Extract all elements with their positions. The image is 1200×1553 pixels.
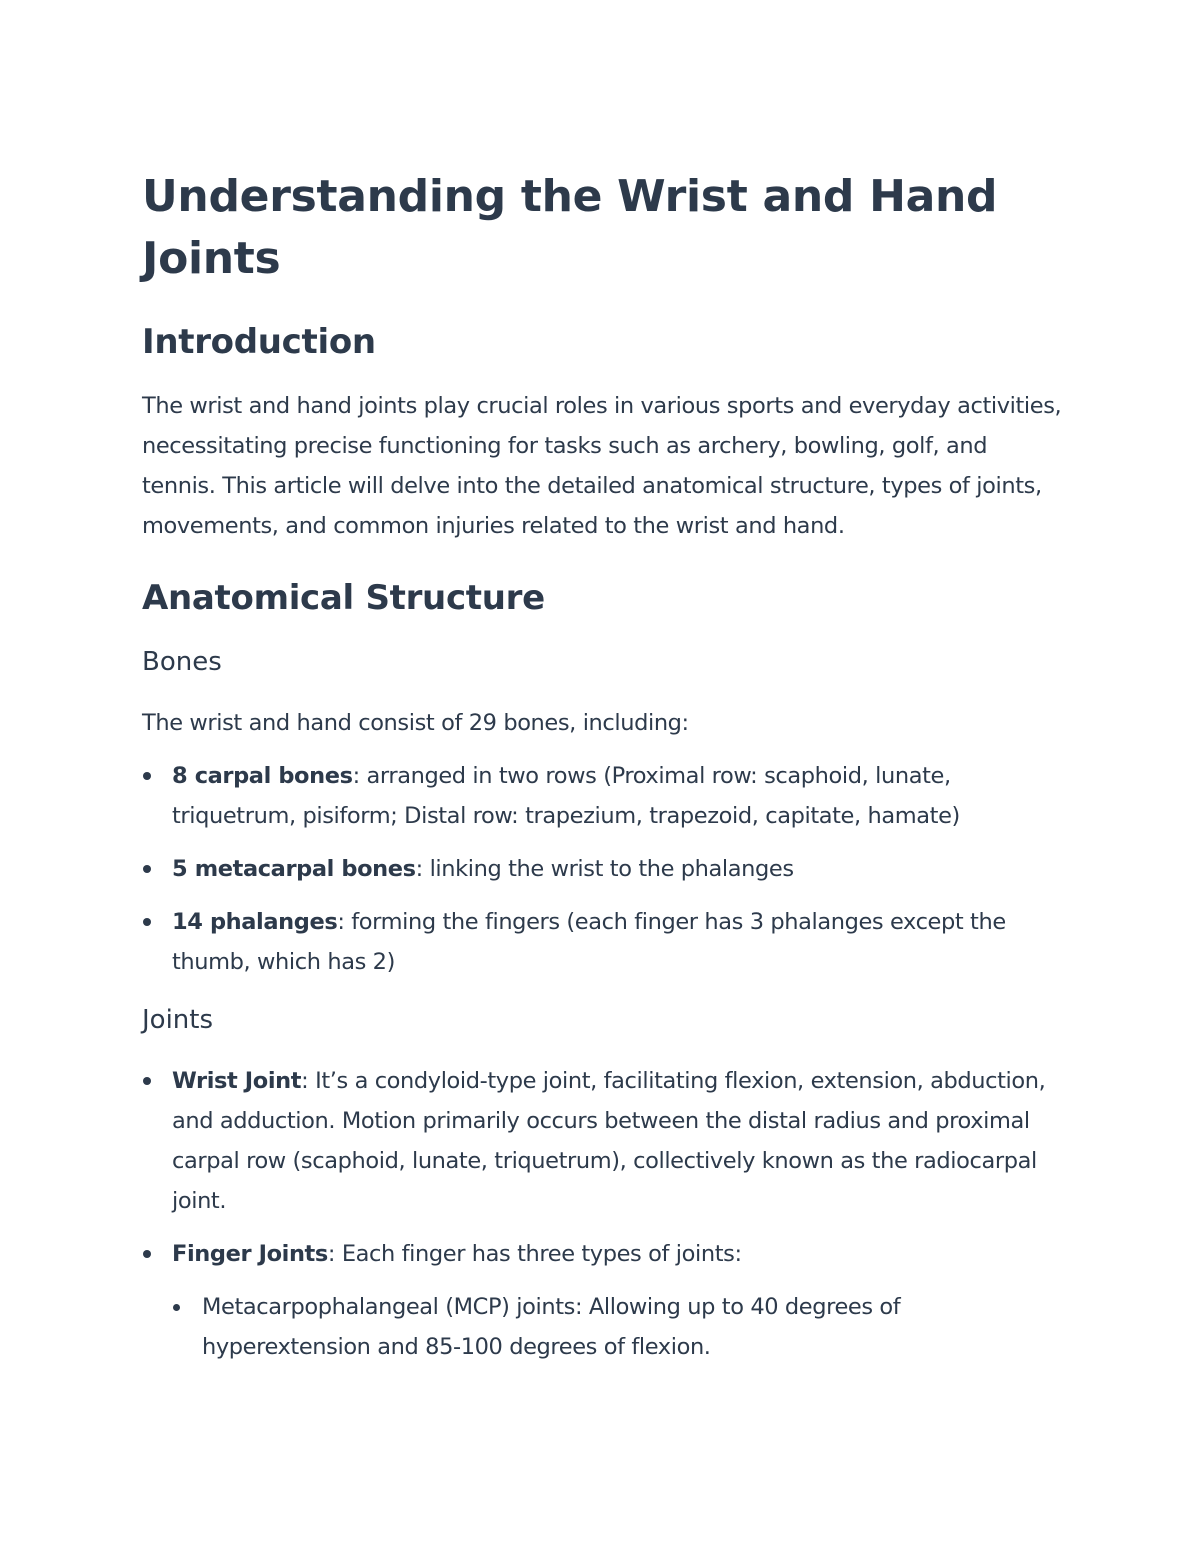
list-item-term: Wrist Joint (172, 1068, 302, 1094)
bones-list (142, 756, 1062, 982)
bones-heading: Bones (142, 647, 222, 677)
list-item (142, 756, 1062, 836)
bullet-icon (173, 1304, 180, 1311)
sub-list-item-text: Metacarpophalangeal (MCP) joints: Allowing up to 40 degrees of hyperextension and 85-100 degrees of flexion. (202, 1294, 901, 1360)
list-item-term: 5 metacarpal bones (172, 856, 416, 882)
list-item-separator: : (301, 1068, 316, 1094)
list-item-description: It’s a condyloid-type joint, facilitating flexion, extension, abduction, and adduction. Motion primarily occurs between the distal radius and proximal carpal row (scaphoid, lunate, triquetrum), collectively known as the radiocarpal joint. (172, 1068, 1046, 1214)
introduction-paragraph: The wrist and hand joints play crucial roles in various sports and everyday activities, necessitating precise functioning for tasks such as archery, bowling, golf, and tennis. This article will delve into the detailed anatomical structure, types of joints, movements, and common injuries related to the wrist and hand. (142, 393, 1062, 539)
list-item (142, 1061, 1062, 1221)
joints-heading: Joints (142, 1005, 214, 1035)
list-item (142, 1234, 1062, 1367)
list-item-term: 14 phalanges (172, 909, 338, 935)
bullet-icon (143, 1250, 151, 1258)
bullet-icon (143, 865, 151, 873)
sub-list-item (172, 1287, 1062, 1367)
list-item-term: Finger Joints (172, 1241, 328, 1267)
bones-intro-paragraph: The wrist and hand consist of 29 bones, including: (142, 710, 689, 736)
bullet-icon (143, 772, 151, 780)
joints-list (142, 1061, 1062, 1367)
document-page (142, 166, 1062, 1367)
anatomical-structure-heading: Anatomical Structure (142, 578, 545, 618)
document-title: Understanding the Wrist and Hand Joints (142, 171, 998, 284)
list-item (142, 902, 1062, 982)
list-item-term: 8 carpal bones (172, 763, 353, 789)
list-item-description: linking the wrist to the phalanges (429, 856, 794, 882)
list-item-separator: : (337, 909, 352, 935)
list-item-description: arranged in two rows (Proximal row: scaphoid, lunate, triquetrum, pisiform; Distal row: trapezium, trapezoid, capitate, hamate) (172, 763, 960, 829)
list-item-description: Each finger has three types of joints: (341, 1241, 742, 1267)
list-item-description: forming the fingers (each finger has 3 phalanges except the thumb, which has 2) (172, 909, 1006, 975)
bullet-icon (143, 918, 151, 926)
list-item-separator: : (415, 856, 430, 882)
finger-joints-sublist (172, 1287, 1062, 1367)
list-item-separator: : (352, 763, 367, 789)
list-item (142, 849, 1062, 889)
introduction-heading: Introduction (142, 322, 376, 362)
list-item-separator: : (327, 1241, 342, 1267)
bullet-icon (143, 1077, 151, 1085)
